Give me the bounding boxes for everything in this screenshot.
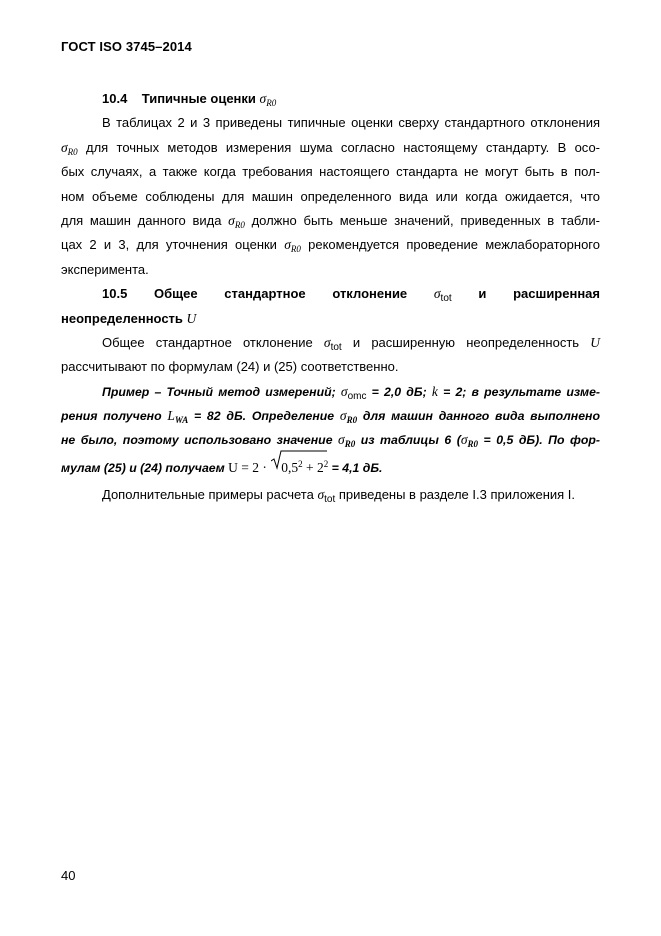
text: мулам (25) и (24) получаем [61, 460, 225, 475]
text: = 2,0 дБ; [371, 384, 427, 399]
sigma-r0-symbol: $\sigma_{R0}$ [339, 408, 358, 426]
example-line [61, 380, 600, 404]
formula [228, 460, 331, 475]
text: = 82 дБ. Определение [193, 409, 335, 424]
coverage-factor-symbol: k [431, 383, 438, 399]
text: = 0,5 дБ). По фор- [483, 433, 600, 448]
sqrt: $0,5^2 + 2^2$ [271, 453, 328, 483]
text: и расширенную неопределенность [352, 334, 580, 350]
text: Общее стандартное отклонение [102, 334, 313, 350]
subscript: R0 [266, 98, 277, 108]
heading-word: расширенная [513, 286, 600, 302]
sigma-symbol: σ [61, 139, 68, 155]
uncertainty-symbol: U [590, 334, 600, 350]
sigma-symbol: σ [259, 91, 267, 106]
paragraph-line: В таблицах 2 и 3 приведены типичные оценки сверху стандартного отклонения [102, 115, 600, 131]
text: для машин данного вида выполнено [362, 409, 600, 424]
sigma-symbol: σ [284, 237, 291, 253]
text: для машин данного вида [61, 212, 222, 228]
sigma-tot-symbol: $\sigma_{tot}$ [323, 334, 342, 353]
text: = 2; в результате изме- [443, 384, 601, 399]
paragraph-line: рассчитывают по формулам (24) и (25) соответственно. [61, 359, 399, 375]
paragraph-line [61, 209, 600, 233]
text: приведены в разделе I.3 приложения I. [338, 486, 576, 502]
heading-word: Общее [154, 286, 198, 302]
text: должно быть меньше значений, приведенных в табли- [251, 212, 600, 228]
section-10-5-heading-cont [61, 307, 600, 331]
section-number: 10.5 [102, 286, 128, 302]
heading-word: стандартное [224, 286, 306, 302]
example-line [61, 428, 600, 452]
heading-word: неопределенность [61, 310, 183, 326]
level-symbol: $L_{WA}$ [167, 408, 189, 426]
uncertainty-symbol: U [186, 310, 197, 326]
text: из таблицы 6 ( [360, 433, 461, 448]
subscript: R0 [290, 244, 301, 255]
text: Дополнительные примеры расчета [102, 486, 314, 502]
heading-word: отклонение [332, 286, 408, 302]
paragraph-line [61, 331, 600, 355]
sigma-r0-symbol: $\sigma_{R0}$ [460, 432, 479, 450]
sigma-tot-symbol: $\sigma_{tot}$ [433, 286, 452, 305]
example-formula-line [61, 453, 600, 483]
subscript: R0 [67, 146, 78, 157]
text: рения получено [61, 409, 162, 424]
heading-word: и [478, 286, 487, 302]
text: Пример – Точный метод измерений; [102, 384, 336, 399]
section-number: 10.4 [102, 91, 128, 106]
page-number: 40 [61, 868, 76, 883]
formula-lhs: U = 2 · [228, 459, 267, 475]
sigma-tot-symbol: $\sigma_{tot}$ [317, 486, 336, 505]
sigma-omc-symbol: $\sigma_{omc}$ [340, 383, 367, 402]
paragraph-line: бых случаях, а также когда требования настоящего стандарта не могут быть в пол- [61, 164, 600, 180]
section-10-5-heading [61, 282, 600, 306]
sigma-r0-symbol: $\sigma_{R0}$ [338, 432, 356, 450]
paragraph-line [61, 483, 600, 507]
paragraph-line: ном объеме соблюдены для машин определенного вида или когда ожидается, что [61, 188, 600, 204]
text: цах 2 и 3, для уточнения оценки [61, 237, 277, 253]
example-line [61, 404, 600, 428]
sigma-symbol: σ [228, 212, 235, 228]
paragraph-line [61, 233, 600, 257]
document-header: ГОСТ ISO 3745–2014 [61, 39, 192, 54]
sqrt-sign-icon [271, 449, 327, 471]
text: рекомендуется проведение межлабораторного [308, 237, 600, 253]
page-body [61, 87, 600, 507]
section-title: Типичные оценки [141, 91, 256, 106]
section-10-4-heading [61, 87, 600, 111]
text: не было, поэтому использовано значение [61, 433, 333, 448]
text: для точных методов измерения шума согласно настоящему стандарту. В осо- [86, 139, 600, 155]
paragraph-line: эксперимента. [61, 261, 149, 277]
text: = 4,1 дБ. [331, 460, 383, 475]
subscript: R0 [234, 219, 245, 230]
paragraph-line [61, 136, 600, 160]
